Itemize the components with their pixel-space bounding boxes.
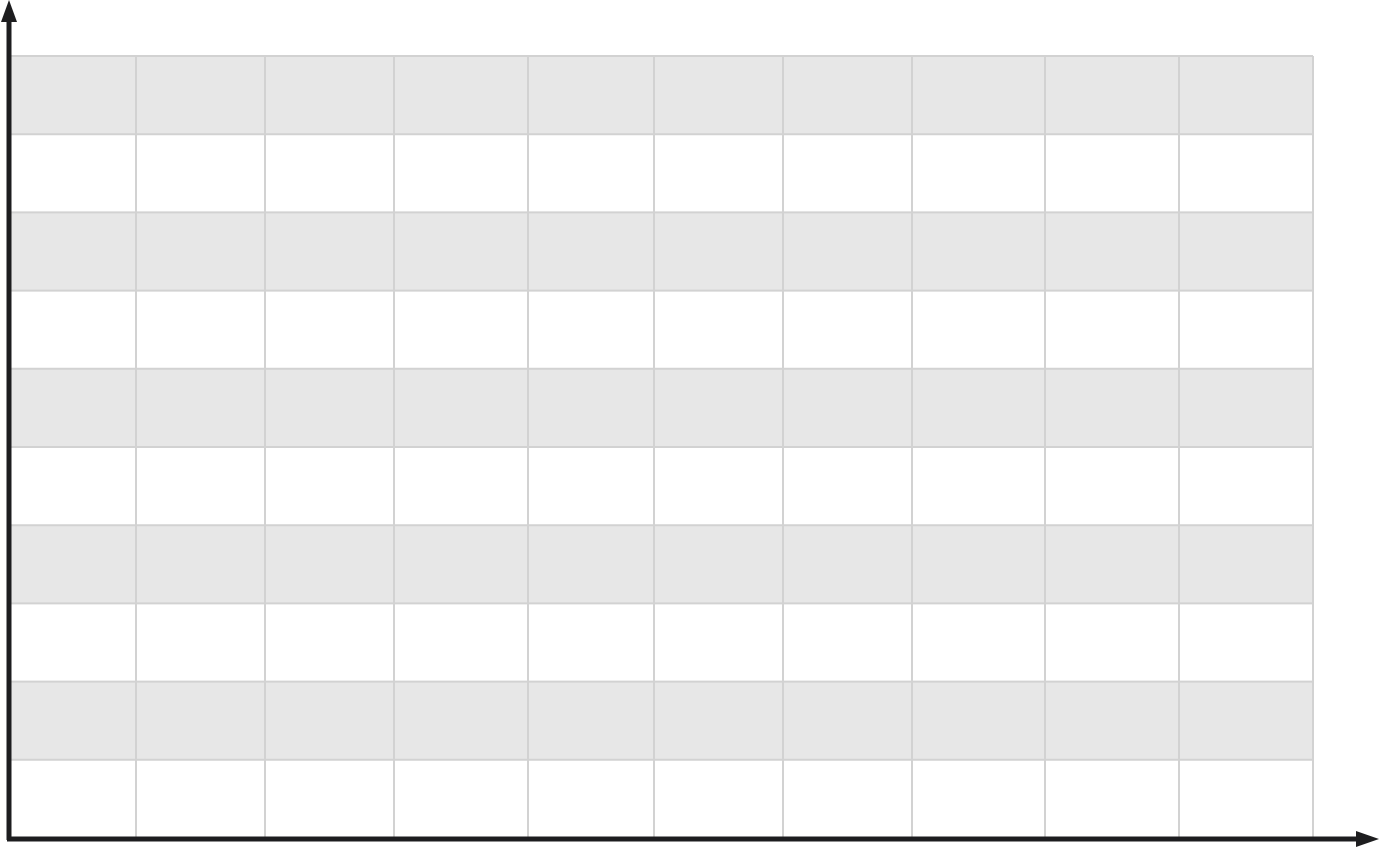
x-axis-arrowhead bbox=[1356, 831, 1379, 847]
table-cell bbox=[136, 291, 265, 369]
table-cell bbox=[783, 134, 912, 212]
table-cell bbox=[912, 134, 1045, 212]
table-cell bbox=[783, 447, 912, 525]
table-row bbox=[11, 56, 1313, 134]
table-cell bbox=[11, 760, 136, 838]
table-cell bbox=[11, 291, 136, 369]
table-cell bbox=[11, 134, 136, 212]
table-cell bbox=[11, 603, 136, 681]
table-cell bbox=[394, 369, 528, 447]
table-cell bbox=[136, 212, 265, 290]
table-cell bbox=[912, 369, 1045, 447]
table-cell bbox=[1045, 603, 1179, 681]
table-cell bbox=[1179, 369, 1313, 447]
table-cell bbox=[11, 369, 136, 447]
table-cell bbox=[528, 525, 654, 603]
y-axis-arrowhead bbox=[1, 0, 17, 22]
table-cell bbox=[1045, 291, 1179, 369]
table-cell bbox=[11, 212, 136, 290]
table-cell bbox=[1045, 212, 1179, 290]
table-cell bbox=[528, 682, 654, 760]
table-row bbox=[11, 682, 1313, 760]
table-cell bbox=[265, 369, 394, 447]
table-cell bbox=[783, 56, 912, 134]
table-row bbox=[11, 525, 1313, 603]
table-cell bbox=[394, 760, 528, 838]
table-cell bbox=[394, 134, 528, 212]
table-cell bbox=[528, 603, 654, 681]
table-cell bbox=[528, 291, 654, 369]
table-cell bbox=[394, 603, 528, 681]
table-cell bbox=[394, 291, 528, 369]
table-cell bbox=[265, 525, 394, 603]
table-cell bbox=[136, 525, 265, 603]
table-cell bbox=[1045, 682, 1179, 760]
table-cell bbox=[528, 447, 654, 525]
table-cell bbox=[136, 682, 265, 760]
table-cell bbox=[265, 291, 394, 369]
table-cell bbox=[654, 134, 783, 212]
table-cell bbox=[1045, 134, 1179, 212]
table-cell bbox=[528, 760, 654, 838]
table-cell bbox=[1045, 369, 1179, 447]
table-cell bbox=[783, 760, 912, 838]
table-cell bbox=[136, 134, 265, 212]
table-cell bbox=[1179, 56, 1313, 134]
table-cell bbox=[394, 56, 528, 134]
table-row bbox=[11, 369, 1313, 447]
table-row bbox=[11, 760, 1313, 838]
table-cell bbox=[265, 447, 394, 525]
table-row bbox=[11, 212, 1313, 290]
table-cell bbox=[1179, 682, 1313, 760]
table-cell bbox=[11, 525, 136, 603]
table-cell bbox=[265, 760, 394, 838]
table-cell bbox=[912, 760, 1045, 838]
table-cell bbox=[912, 525, 1045, 603]
table-cell bbox=[394, 682, 528, 760]
table-cell bbox=[265, 682, 394, 760]
table-cell bbox=[783, 291, 912, 369]
table-cell bbox=[394, 212, 528, 290]
table-cell bbox=[654, 760, 783, 838]
table-cell bbox=[912, 682, 1045, 760]
table-cell bbox=[783, 212, 912, 290]
table-cell bbox=[1179, 212, 1313, 290]
table-cell bbox=[654, 212, 783, 290]
table-cell bbox=[654, 603, 783, 681]
table-cell bbox=[654, 369, 783, 447]
table-cell bbox=[265, 56, 394, 134]
table-cell bbox=[528, 134, 654, 212]
table-cell bbox=[783, 603, 912, 681]
table-cell bbox=[1045, 525, 1179, 603]
table-cell bbox=[912, 603, 1045, 681]
table-cell bbox=[654, 525, 783, 603]
table-cell bbox=[1179, 525, 1313, 603]
table-cell bbox=[265, 603, 394, 681]
table-row bbox=[11, 291, 1313, 369]
table-cell bbox=[265, 212, 394, 290]
table-cell bbox=[1179, 291, 1313, 369]
table-cell bbox=[912, 291, 1045, 369]
table-cell bbox=[1179, 760, 1313, 838]
table-cell bbox=[654, 682, 783, 760]
table-cell bbox=[783, 369, 912, 447]
table-cell bbox=[136, 369, 265, 447]
table-row bbox=[11, 134, 1313, 212]
table-cell bbox=[528, 212, 654, 290]
table-cell bbox=[136, 603, 265, 681]
table-cell bbox=[1179, 603, 1313, 681]
table-cell bbox=[265, 134, 394, 212]
table-cell bbox=[654, 56, 783, 134]
table-cell bbox=[912, 56, 1045, 134]
table-cell bbox=[1045, 56, 1179, 134]
table-cell bbox=[11, 682, 136, 760]
table-cell bbox=[1179, 134, 1313, 212]
table-cell bbox=[654, 291, 783, 369]
table-cell bbox=[136, 760, 265, 838]
table-cell bbox=[654, 447, 783, 525]
table-cell bbox=[528, 56, 654, 134]
table-cell bbox=[912, 447, 1045, 525]
table-cell bbox=[912, 212, 1045, 290]
table-row bbox=[11, 447, 1313, 525]
table-cell bbox=[11, 447, 136, 525]
table-cell bbox=[136, 447, 265, 525]
table-cell bbox=[528, 369, 654, 447]
table-cell bbox=[394, 447, 528, 525]
table-cell bbox=[1179, 447, 1313, 525]
table-cell bbox=[394, 525, 528, 603]
table-cell bbox=[1045, 760, 1179, 838]
table-row bbox=[11, 603, 1313, 681]
table-cell bbox=[136, 56, 265, 134]
table-cell bbox=[11, 56, 136, 134]
table-cell bbox=[783, 525, 912, 603]
table-cell bbox=[783, 682, 912, 760]
table-cell bbox=[1045, 447, 1179, 525]
